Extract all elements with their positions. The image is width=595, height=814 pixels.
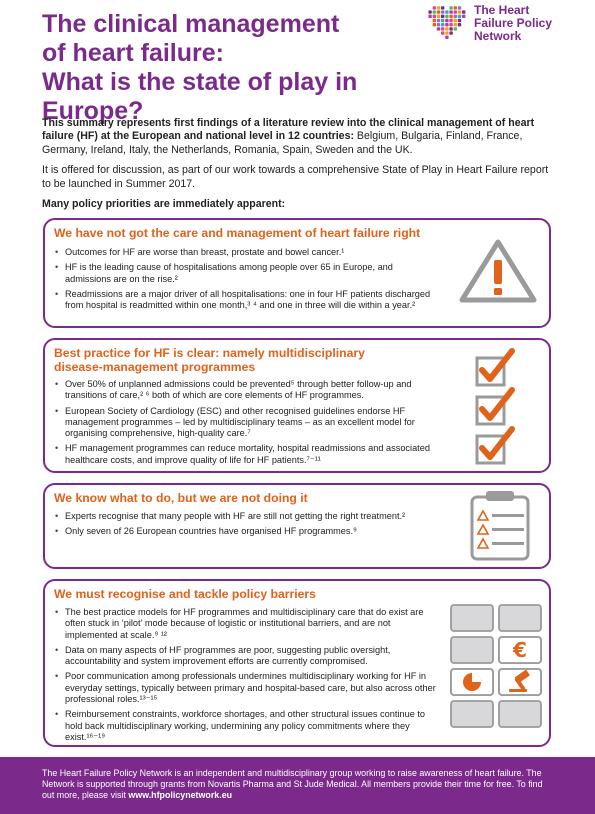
- heart-dot: [454, 19, 457, 22]
- heart-dots-icon: [418, 0, 472, 50]
- heart-dot: [441, 23, 444, 26]
- heart-dot: [454, 10, 457, 13]
- heart-dot: [445, 15, 448, 18]
- warning-triangle-icon: [458, 238, 538, 304]
- footer-text: The Heart Failure Policy Network is an independent and multidisciplinary group working to raise awareness of heart failure. The Network is supported through grants from Novartis Pharma and St Jude Medical. All members provide their time for free. To find out more, please visit: [42, 768, 543, 800]
- intro-paragraph-2: It is offered for discussion, as part of our work towards a comprehensive State of Play in Heart Failure report to be launched in Summer 2017.: [42, 164, 549, 190]
- list-item: • Readmissions are a major driver of all hospitalisations: one in four HF patients discharged from hospital is readmitted within one month,³ ⁴ and one in three will die within a year.²: [55, 289, 440, 312]
- intro-countries: Belgium, Bulgaria, Finland, France, Germany, Ireland, Italy, the Netherlands, Romania, Spain, Sweden and the UK.: [42, 130, 523, 156]
- heart-dot: [445, 36, 448, 39]
- checkbox-icon: [474, 348, 518, 466]
- card-not-doing-it: [43, 483, 551, 569]
- heart-dot: [433, 23, 436, 26]
- heart-dot: [441, 31, 444, 34]
- footer-link[interactable]: www.hfpolicynetwork.eu: [128, 790, 233, 800]
- heart-dot: [441, 15, 444, 18]
- heart-dot: [445, 31, 448, 34]
- list-item: • Only seven of 26 European countries have organised HF programmes.⁹: [55, 526, 425, 537]
- intro-paragraph-1: [42, 117, 552, 157]
- list-item: • Outcomes for HF are worse than breast, prostate and bowel cancer.¹: [55, 247, 440, 258]
- intro-lead: This summary represents first findings of a literature review into the clinical management of heart failure (HF) at the European and national level in 12 countries:: [42, 117, 535, 143]
- heart-dot: [441, 19, 444, 22]
- list-item: • European Society of Cardiology (ESC) and other recognised guidelines endorse HF management programmes – led by multidisciplinary teams – as an excellent model for organising comprehensive, high-quality care.⁷: [55, 406, 440, 440]
- clipboard-warning-icon: [468, 489, 532, 561]
- logo-line-1: The Heart: [474, 3, 530, 17]
- heart-dot: [445, 23, 448, 26]
- heart-dot: [449, 15, 452, 18]
- intro-text: [42, 117, 552, 218]
- heart-dot: [433, 10, 436, 13]
- tile-grid-icon: [449, 603, 545, 733]
- footer: [0, 757, 595, 814]
- heart-dot: [437, 27, 440, 30]
- heart-dot: [437, 23, 440, 26]
- card-bullet-list: [55, 607, 440, 747]
- heart-dot: [445, 19, 448, 22]
- title-line-2: of heart failure:: [42, 39, 224, 67]
- card-bullet-list: [55, 511, 425, 542]
- heart-dot: [433, 19, 436, 22]
- logo-line-2: Failure Policy: [474, 16, 553, 30]
- heart-dot: [449, 6, 452, 9]
- heart-dot: [441, 27, 444, 30]
- card-title-line-1: Best practice for HF is clear: namely multidisciplinary: [54, 346, 365, 360]
- list-item: • Data on many aspects of HF programmes are poor, suggesting public oversight, accountability and system improvement efforts are currently compromised.: [55, 645, 440, 668]
- card-bullet-list: [55, 379, 440, 470]
- pie-chart-icon: [463, 673, 481, 691]
- heart-dot: [449, 10, 452, 13]
- heart-dot: [458, 10, 461, 13]
- card-policy-barriers: [43, 579, 551, 747]
- heart-dot: [454, 23, 457, 26]
- heart-dot: [458, 23, 461, 26]
- logo-text: [474, 4, 552, 43]
- euro-icon: €: [513, 638, 527, 662]
- card-title: We must recognise and tackle policy barriers: [54, 587, 316, 601]
- heart-dot: [437, 6, 440, 9]
- list-item: • HF is the leading cause of hospitalisations among people over 65 in Europe, and admissions are on the rise.²: [55, 262, 440, 285]
- heart-dot: [449, 31, 452, 34]
- title-line-1: The clinical management: [42, 10, 340, 38]
- card-title: We know what to do, but we are not doing it: [54, 491, 308, 505]
- heart-dot: [441, 6, 444, 9]
- heart-dot: [458, 19, 461, 22]
- card-care-management: [43, 218, 551, 328]
- heart-dot: [462, 15, 465, 18]
- heart-dot: [449, 19, 452, 22]
- heart-dot: [433, 15, 436, 18]
- list-item: • The best practice models for HF programmes and multidisciplinary care that do exist are often stuck in ‘pilot’ mode because of logistic or institutional barriers, and are not implemented at scale.⁹ ¹²: [55, 607, 440, 641]
- list-item: • Reimbursement constraints, workforce shortages, and other structural issues continue to hold back multidisciplinary working, undermining any policy commitments where they exist.¹⁶⁻¹⁹: [55, 709, 440, 743]
- list-item: • Poor communication among professionals undermines multidisciplinary working for HF in everyday settings, typically between primary and hospital-based care, but also across other professional roles.¹³⁻¹⁵: [55, 671, 440, 705]
- heart-dot: [445, 27, 448, 30]
- card-bullet-list: [55, 247, 440, 315]
- heart-dot: [437, 10, 440, 13]
- heart-dot: [449, 27, 452, 30]
- heart-dot: [437, 19, 440, 22]
- list-item: • HF management programmes can reduce mortality, hospital readmissions and associated healthcare costs, and improve quality of life for HF patients.⁷⁻¹¹: [55, 443, 440, 466]
- heart-dot: [428, 10, 431, 13]
- card-title: We have not got the care and management of heart failure right: [54, 226, 421, 240]
- page-title: [42, 10, 442, 126]
- heart-dot: [445, 10, 448, 13]
- heart-dot: [454, 15, 457, 18]
- heart-dot: [454, 6, 457, 9]
- heart-dot: [458, 6, 461, 9]
- heart-dot: [454, 27, 457, 30]
- logo-line-3: Network: [474, 29, 522, 43]
- card-title: [54, 346, 365, 374]
- title-line-3: What is the state of play in Europe?: [42, 68, 358, 125]
- heart-dot: [458, 15, 461, 18]
- heart-dot: [428, 15, 431, 18]
- intro-paragraph-3: Many policy priorities are immediately apparent:: [42, 198, 286, 211]
- heart-dot: [441, 10, 444, 13]
- heart-dot: [437, 15, 440, 18]
- card-title-line-2: disease-management programmes: [54, 360, 256, 374]
- heart-dot: [449, 23, 452, 26]
- network-logo: [418, 0, 588, 52]
- list-item: • Over 50% of unplanned admissions could be prevented⁵ through better follow-up and transitions of care,² ⁶ both of which are core elements of HF programmes.: [55, 379, 440, 402]
- heart-dot: [462, 10, 465, 13]
- heart-dot: [433, 6, 436, 9]
- list-item: • Experts recognise that many people with HF are still not getting the right treatment.²: [55, 511, 425, 522]
- card-best-practice: [43, 338, 551, 473]
